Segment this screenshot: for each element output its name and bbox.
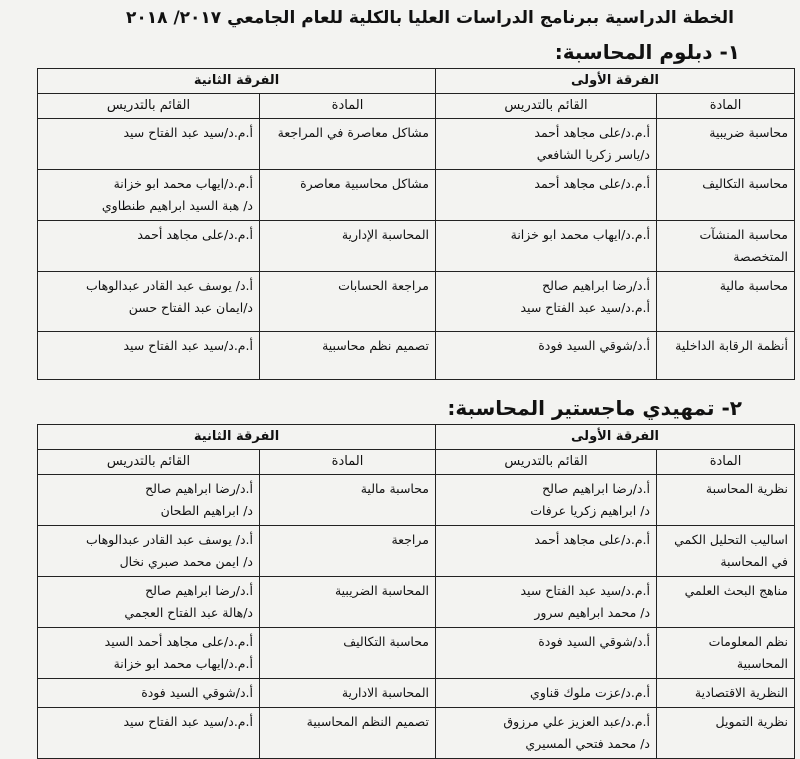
table-row	[38, 332, 795, 380]
instructor-name: أ.د/شوقي السيد فودة	[141, 685, 253, 700]
subject-cell: أنظمة الرقابة الداخلية	[657, 332, 795, 380]
instructor-cell	[436, 332, 657, 380]
instructor-name: أ.د/شوقي السيد فودة	[538, 338, 651, 353]
instructor-name: أ.م.د/ايهاب محمد ابو خزانة	[113, 176, 253, 191]
instructor-cell	[436, 119, 657, 170]
table-group-header	[38, 69, 795, 94]
subject-cell: المحاسبة الادارية	[260, 679, 436, 708]
subject-cell: تصميم نظم محاسبية	[260, 332, 436, 380]
table-column-header	[38, 94, 795, 119]
instructor-cell	[38, 272, 260, 332]
instructor-name: أ.م.د/سيد عبد الفتاح سيد	[123, 338, 253, 353]
subject-cell: محاسبة التكاليف	[260, 628, 436, 679]
instructor-name: د/هالة عبد الفتاح العجمي	[124, 605, 253, 620]
instructor-name: د/ ابراهيم الطحان	[160, 503, 253, 518]
column-instructor: القائم بالتدريس	[436, 94, 657, 119]
instructor-name: أ.د/رضا ابراهيم صالح	[145, 481, 253, 496]
instructor-name: أ.د/رضا ابراهيم صالح	[145, 583, 253, 598]
instructor-cell	[38, 119, 260, 170]
instructor-name: د/ هبة السيد ابراهيم طنطاوي	[101, 198, 253, 213]
subject-cell: محاسبة المنشآت المتخصصة	[657, 221, 795, 272]
subject-cell: محاسبة مالية	[260, 475, 436, 526]
masters-prep-table	[37, 424, 795, 759]
table-row	[38, 577, 795, 628]
table-row	[38, 475, 795, 526]
subject-cell: مراجعة	[260, 526, 436, 577]
subject-cell: المحاسبة الضريبية	[260, 577, 436, 628]
instructor-name: أ.د/رضا ابراهيم صالح	[542, 481, 651, 496]
instructor-name: أ.م.د/سيد عبد الفتاح سيد	[123, 125, 253, 140]
subject-cell: محاسبة التكاليف	[657, 170, 795, 221]
instructor-name: أ.م.د/عبد العزيز علي مرزوق	[503, 714, 651, 729]
table-row	[38, 272, 795, 332]
subject-cell: مراجعة الحسابات	[260, 272, 436, 332]
instructor-cell	[436, 272, 657, 332]
instructor-cell	[38, 628, 260, 679]
group-first-year: الفرقة الأولى	[436, 425, 795, 450]
instructor-cell	[436, 628, 657, 679]
instructor-name: أ.د/ يوسف عبد القادر عبدالوهاب	[86, 532, 253, 547]
instructor-name: د/ محمد ابراهيم سرور	[534, 605, 651, 620]
subject-cell: تصميم النظم المحاسبية	[260, 708, 436, 759]
instructor-name: أ.م.د/على مجاهد أحمد	[534, 532, 651, 547]
instructor-name: أ.م.د/سيد عبد الفتاح سيد	[520, 583, 651, 598]
subject-cell: مشاكل محاسبية معاصرة	[260, 170, 436, 221]
instructor-cell	[436, 221, 657, 272]
subject-cell: مناهج البحث العلمي	[657, 577, 795, 628]
table-group-header	[38, 425, 795, 450]
table-column-header	[38, 450, 795, 475]
instructor-cell	[38, 577, 260, 628]
table-row	[38, 119, 795, 170]
group-second-year: الفرقة الثانية	[38, 69, 436, 94]
subject-cell: مشاكل معاصرة في المراجعة	[260, 119, 436, 170]
instructor-name: د/ محمد فتحي المسيري	[525, 736, 651, 751]
table-row	[38, 526, 795, 577]
instructor-name: د/ ايمن محمد صبري نخال	[119, 554, 253, 569]
instructor-cell	[38, 221, 260, 272]
subject-cell: اساليب التحليل الكمي في المحاسبة	[657, 526, 795, 577]
instructor-cell	[38, 475, 260, 526]
instructor-cell	[436, 475, 657, 526]
subject-cell: نظرية التمويل	[657, 708, 795, 759]
instructor-cell	[38, 332, 260, 380]
instructor-cell	[38, 526, 260, 577]
column-subject: المادة	[260, 450, 436, 475]
instructor-name: أ.م.د/عزت ملوك قناوي	[530, 685, 651, 700]
instructor-name: أ.م.د/سيد عبد الفتاح سيد	[520, 300, 651, 315]
table-row	[38, 170, 795, 221]
diploma-table	[37, 68, 795, 380]
group-first-year: الفرقة الأولى	[436, 69, 795, 94]
instructor-cell	[436, 679, 657, 708]
subject-cell: النظرية الاقتصادية	[657, 679, 795, 708]
column-subject: المادة	[657, 94, 795, 119]
instructor-name: أ.م.د/على مجاهد أحمد	[534, 176, 651, 191]
instructor-cell	[38, 170, 260, 221]
instructor-name: أ.م.د/ايهاب محمد ابو خزانة	[510, 227, 651, 242]
column-instructor: القائم بالتدريس	[38, 450, 260, 475]
subject-cell: محاسبة مالية	[657, 272, 795, 332]
group-second-year: الفرقة الثانية	[38, 425, 436, 450]
section-heading-masters-prep: ٢- تمهيدي ماجستير المحاسبة:	[447, 396, 742, 420]
column-subject: المادة	[657, 450, 795, 475]
column-subject: المادة	[260, 94, 436, 119]
table-row	[38, 679, 795, 708]
instructor-name: أ.م.د/على مجاهد أحمد	[137, 227, 253, 242]
instructor-name: أ.م.د/على مجاهد أحمد	[534, 125, 651, 140]
instructor-name: د/ياسر زكريا الشافعي	[536, 147, 651, 162]
column-instructor: القائم بالتدريس	[38, 94, 260, 119]
instructor-name: د/ايمان عبد الفتاح حسن	[128, 300, 253, 315]
instructor-cell	[436, 526, 657, 577]
subject-cell: محاسبة ضريبية	[657, 119, 795, 170]
instructor-name: أ.م.د/ايهاب محمد ابو خزانة	[113, 656, 253, 671]
column-instructor: القائم بالتدريس	[436, 450, 657, 475]
instructor-cell	[436, 170, 657, 221]
subject-cell: المحاسبة الإدارية	[260, 221, 436, 272]
instructor-name: أ.د/رضا ابراهيم صالح	[542, 278, 651, 293]
subject-cell: نظم المعلومات المحاسبية	[657, 628, 795, 679]
instructor-name: أ.د/شوقي السيد فودة	[538, 634, 651, 649]
instructor-name: أ.م.د/سيد عبد الفتاح سيد	[123, 714, 253, 729]
table-row	[38, 221, 795, 272]
section-heading-diploma: ١- دبلوم المحاسبة:	[554, 40, 740, 64]
subject-cell: نظرية المحاسبة	[657, 475, 795, 526]
instructor-cell	[38, 679, 260, 708]
page-title: الخطة الدراسية ببرنامج الدراسات العليا بالكلية للعام الجامعي ٢٠١٧/ ٢٠١٨	[126, 8, 734, 28]
instructor-cell	[436, 577, 657, 628]
instructor-name: أ.م.د/على مجاهد أحمد السيد	[104, 634, 253, 649]
instructor-name: د/ ابراهيم زكريا عرفات	[530, 503, 651, 518]
instructor-name: أ.د/ يوسف عبد القادر عبدالوهاب	[86, 278, 253, 293]
table-row	[38, 628, 795, 679]
